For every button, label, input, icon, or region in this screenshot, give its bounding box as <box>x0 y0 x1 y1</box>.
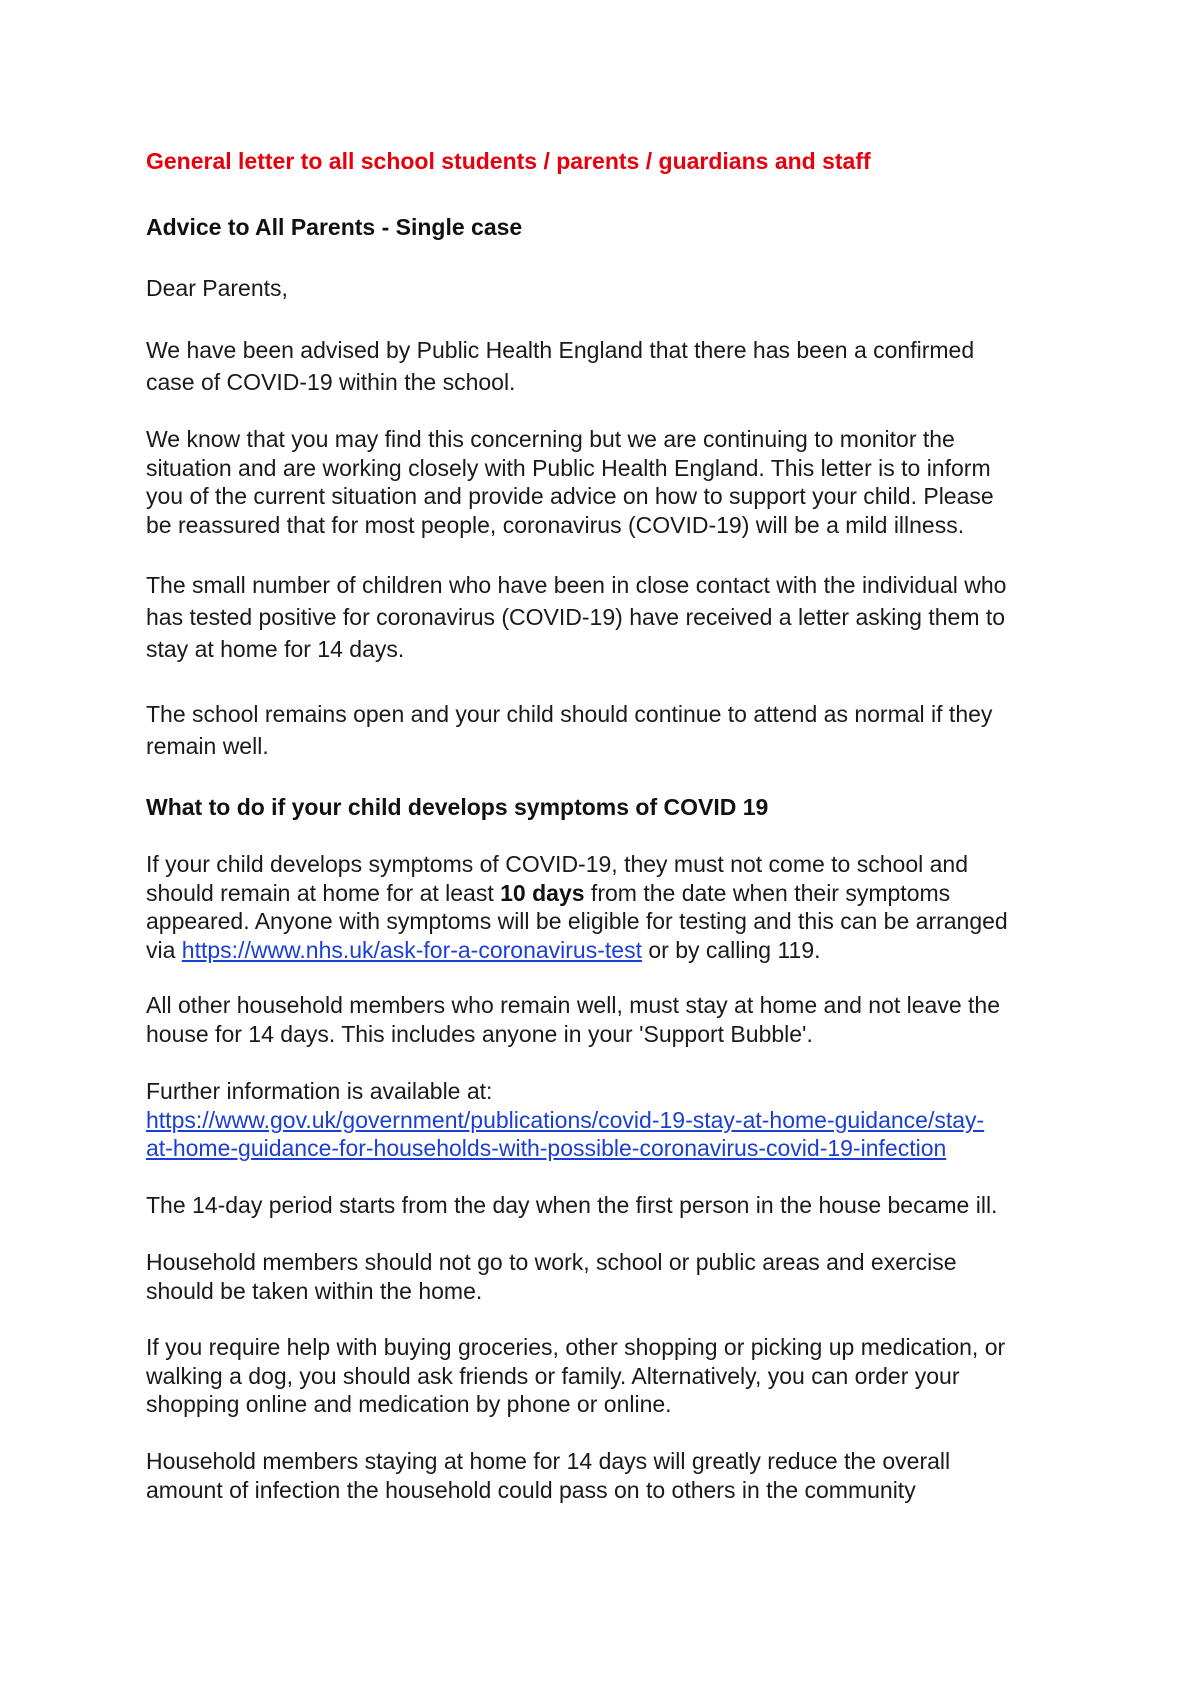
ten-days-bold: 10 days <box>500 879 585 906</box>
paragraph-line: The 14-day period starts from the day when the first person in the house became ill. <box>146 1192 998 1218</box>
paragraph-line: shopping online and medication by phone or online. <box>146 1391 672 1417</box>
paragraph-symptoms <box>146 850 1076 964</box>
paragraph-line: appeared. Anyone with symptoms will be eligible for testing and this can be arranged <box>146 908 1008 934</box>
paragraph-line: We have been advised by Public Health England that there has been a confirmed <box>146 337 975 363</box>
paragraph-line: house for 14 days. This includes anyone in your 'Support Bubble'. <box>146 1020 813 1047</box>
letter-subtitle: Advice to All Parents - Single case <box>146 214 523 240</box>
gov-guidance-link-continued[interactable]: at-home-guidance-for-households-with-possible-coronavirus-covid-19-infection <box>146 1135 947 1161</box>
paragraph-line: situation and are working closely with Public Health England. This letter is to inform <box>146 454 991 481</box>
text-run: should remain at home for at least <box>146 879 501 906</box>
symptoms-heading: What to do if your child develops symptoms of COVID 19 <box>146 794 769 820</box>
paragraph-line: The small number of children who have been in close contact with the individual who <box>146 572 1007 598</box>
paragraph-line: be reassured that for most people, coronavirus (COVID-19) will be a mild illness. <box>146 511 965 538</box>
paragraph-no-work <box>146 1248 1076 1305</box>
paragraph-confirmed-case <box>146 334 1076 398</box>
text-run: via <box>146 936 182 963</box>
paragraph-line: walking a dog, you should ask friends or family. Alternatively, you can order your <box>146 1362 960 1389</box>
paragraph-further-info <box>146 1077 1076 1163</box>
paragraph-monitoring <box>146 425 1076 539</box>
gov-guidance-link[interactable]: https://www.gov.uk/government/publications/covid-19-stay-at-home-guidance/stay- <box>146 1106 985 1133</box>
greeting <box>146 274 1076 303</box>
paragraph-close-contacts <box>146 569 1076 665</box>
nhs-test-link[interactable]: https://www.nhs.uk/ask-for-a-coronavirus-test <box>181 936 642 963</box>
paragraph-line: If you require help with buying groceries, other shopping or picking up medication, or <box>146 1334 1006 1360</box>
paragraph-period <box>146 1191 1076 1220</box>
paragraph-line: you of the current situation and provide advice on how to support your child. Please <box>146 483 994 509</box>
paragraph-line: All other household members who remain well, must stay at home and not leave the <box>146 992 1000 1018</box>
paragraph-line: Household members staying at home for 14 days will greatly reduce the overall <box>146 1448 951 1474</box>
paragraph-reduce-infection <box>146 1447 1076 1504</box>
paragraph-line: remain well. <box>146 733 269 759</box>
paragraph-school-open <box>146 698 1076 762</box>
paragraph-line: case of COVID-19 within the school. <box>146 369 516 395</box>
paragraph-line <box>146 936 1076 965</box>
paragraph-line: If your child develops symptoms of COVID-19, they must not come to school and <box>146 851 968 877</box>
paragraph-line: Household members should not go to work, school or public areas and exercise <box>146 1249 957 1275</box>
paragraph-line <box>146 1134 1076 1163</box>
letter-title: General letter to all school students / parents / guardians and staff <box>146 148 871 174</box>
text-run: or by calling 119. <box>641 936 821 963</box>
paragraph-line: The school remains open and your child should continue to attend as normal if they <box>146 701 993 727</box>
paragraph-line: Further information is available at: <box>146 1078 493 1104</box>
paragraph-line: stay at home for 14 days. <box>146 636 405 662</box>
paragraph-help <box>146 1333 1076 1419</box>
paragraph-line <box>146 879 1076 908</box>
greeting-text: Dear Parents, <box>146 275 288 301</box>
text-run: from the date when their symptoms <box>584 879 951 906</box>
paragraph-household <box>146 991 1076 1048</box>
paragraph-line: should be taken within the home. <box>146 1277 483 1304</box>
paragraph-line: We know that you may find this concerning but we are continuing to monitor the <box>146 426 955 452</box>
paragraph-line: has tested positive for coronavirus (COVID-19) have received a letter asking them to <box>146 604 1006 630</box>
paragraph-line <box>146 1106 1076 1135</box>
paragraph-line: amount of infection the household could pass on to others in the community <box>146 1476 916 1503</box>
